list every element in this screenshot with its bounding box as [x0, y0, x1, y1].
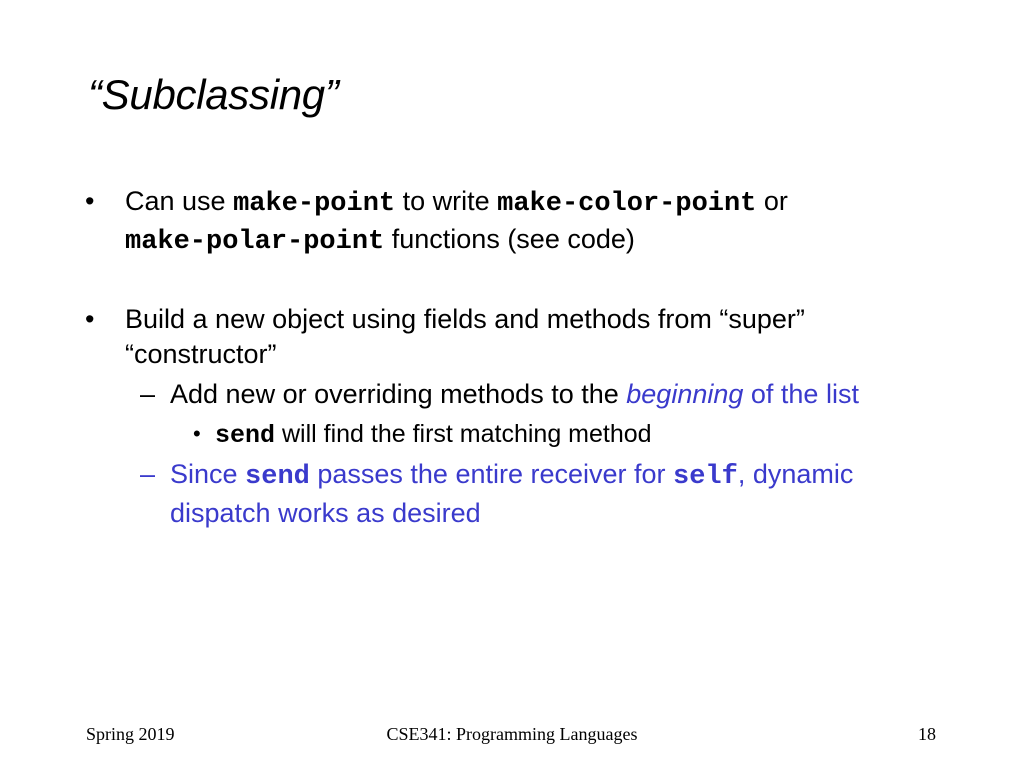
- bullet2-line-1: Build a new object using fields and methods from “super”: [125, 304, 805, 334]
- bullet-item-2: [85, 302, 945, 372]
- code-make-color-point: make-color-point: [497, 189, 757, 219]
- bullet-dot: •: [85, 186, 95, 216]
- sub1-text-2: of the list: [743, 379, 859, 409]
- sub2-line-2: dispatch works as desired: [170, 498, 481, 528]
- slide-title: “Subclassing”: [88, 71, 339, 118]
- bullet-item-1: [85, 184, 945, 260]
- code-make-point: make-point: [233, 189, 396, 219]
- bullet1-text-2: to write: [395, 186, 498, 216]
- code-make-polar-point: make-polar-point: [125, 227, 385, 257]
- sub-sub-bullet-1: [193, 417, 955, 453]
- code-self: self: [673, 462, 738, 492]
- subsub1-text: will find the first matching method: [275, 420, 652, 448]
- footer-term: Spring 2019: [86, 724, 175, 744]
- sub2-text-2: passes the entire receiver for: [309, 459, 674, 489]
- sub1-emphasis: beginning: [626, 379, 744, 409]
- sub2-text-3: , dynamic: [737, 459, 854, 489]
- code-send: send: [245, 462, 310, 492]
- bullet1-text-3: or: [756, 186, 788, 216]
- footer-page-number: 18: [918, 724, 936, 744]
- bullet1-text-1: Can use: [125, 186, 234, 216]
- sub-bullet-2: [140, 456, 960, 531]
- code-send: send: [215, 421, 276, 450]
- sub-bullet-1: [140, 376, 960, 412]
- bullet-dot: •: [85, 304, 95, 334]
- sub2-text-1: Since: [170, 459, 246, 489]
- bullet2-line-2: “constructor”: [125, 339, 277, 369]
- sub-bullet-dash: –: [140, 459, 156, 489]
- bullet1-text-4: functions (see code): [384, 224, 635, 254]
- sub1-text-1: Add new or overriding methods to the: [170, 379, 627, 409]
- sub-bullet-dash: –: [140, 379, 156, 409]
- sub-sub-bullet-dot: •: [193, 421, 201, 446]
- footer-course: CSE341: Programming Languages: [386, 724, 638, 744]
